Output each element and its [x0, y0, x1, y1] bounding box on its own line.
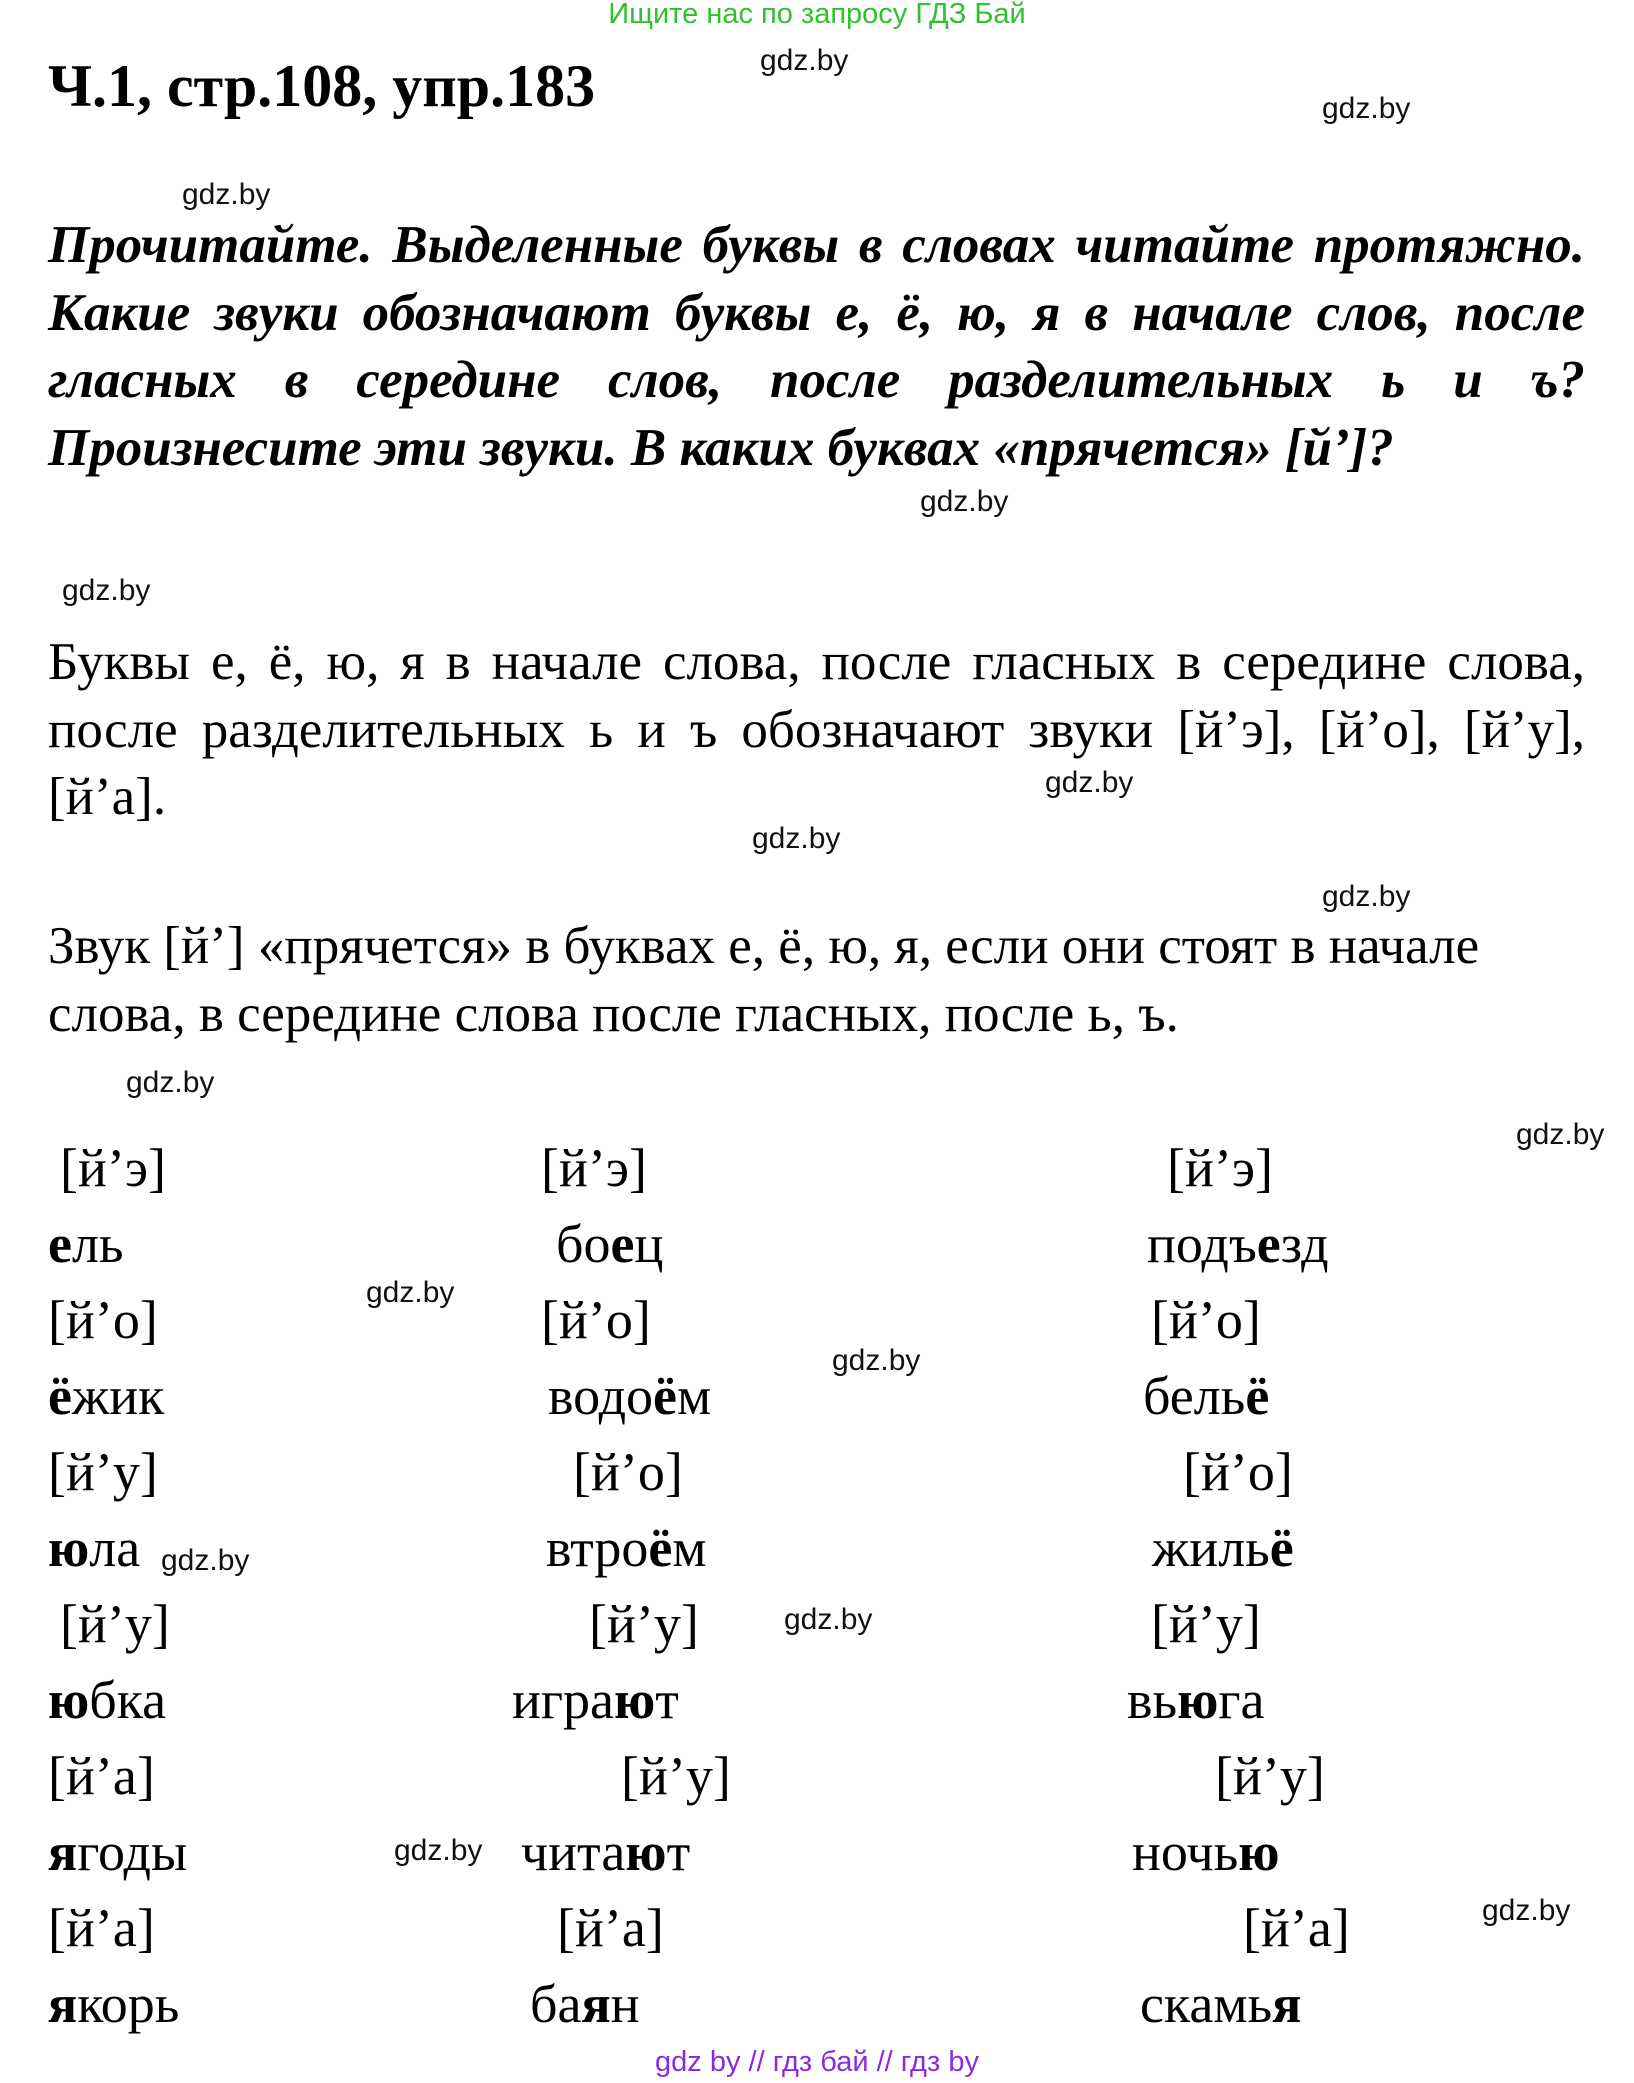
highlighted-letter: ю — [1177, 1670, 1219, 1730]
example-word: ночью — [1132, 1822, 1280, 1882]
watermark: gdz.by — [394, 1834, 483, 1867]
example-word: юла — [48, 1518, 141, 1578]
transcription: [й’а] — [48, 1898, 155, 1958]
transcription: [й’у] — [60, 1594, 170, 1654]
footer-links[interactable]: gdz by // гдз бай // гдз by — [655, 2046, 979, 2078]
watermark: gdz.by — [752, 822, 841, 855]
transcription: [й’у] — [1215, 1746, 1325, 1806]
watermark: gdz.by — [1322, 880, 1411, 913]
example-word: ёжик — [48, 1366, 165, 1426]
watermark: gdz.by — [161, 1544, 250, 1577]
highlighted-letter: ю — [48, 1518, 90, 1578]
watermark: gdz.by — [1322, 92, 1411, 125]
watermark: gdz.by — [366, 1276, 455, 1309]
highlighted-letter: ё — [1269, 1518, 1294, 1578]
answer-paragraph-2: Звук [й’] «прячется» в буквах е, ё, ю, я, если они стоят в начале слова, в середине слова после гласных, после ь, ъ. — [48, 917, 1480, 1043]
transcription: [й’у] — [621, 1746, 731, 1806]
example-word: бельё — [1143, 1366, 1270, 1426]
transcription: [й’у] — [1151, 1594, 1261, 1654]
transcription: [й’а] — [48, 1746, 155, 1806]
example-word: водоём — [548, 1366, 712, 1426]
highlighted-letter: ё — [648, 1518, 673, 1578]
highlighted-letter: ю — [614, 1670, 656, 1730]
transcription: [й’у] — [589, 1594, 699, 1654]
watermark: gdz.by — [1482, 1894, 1571, 1927]
transcription: [й’а] — [1243, 1898, 1350, 1958]
transcription: [й’о] — [1151, 1290, 1261, 1350]
answer-paragraph-1: Буквы е, ё, ю, я в начале слова, после гласных в середине слова, после разделительных ь и ъ обозначают звуки [й’э], [й’о], [й’у], [й’а]. — [48, 633, 1585, 826]
watermark: gdz.by — [760, 44, 849, 77]
watermark: gdz.by — [784, 1603, 873, 1636]
watermark: gdz.by — [832, 1344, 921, 1377]
transcription: [й’э] — [1167, 1138, 1274, 1198]
example-word: играют — [512, 1670, 679, 1730]
highlighted-letter: е — [1256, 1214, 1281, 1274]
watermark: gdz.by — [1516, 1118, 1605, 1151]
example-word: жильё — [1152, 1518, 1294, 1578]
search-hint-link[interactable]: Ищите нас по запросу ГДЗ Бай — [608, 0, 1026, 30]
watermark: gdz.by — [126, 1066, 215, 1099]
watermark: gdz.by — [1045, 766, 1134, 799]
example-word: втроём — [546, 1518, 707, 1578]
highlighted-letter: е — [610, 1214, 635, 1274]
highlighted-letter: ё — [1245, 1366, 1270, 1426]
transcription: [й’о] — [573, 1442, 683, 1502]
highlighted-letter: ю — [1238, 1822, 1280, 1882]
example-word: юбка — [48, 1670, 167, 1730]
example-word: ягоды — [48, 1822, 188, 1882]
example-word: скамья — [1140, 1974, 1302, 2034]
watermark: gdz.by — [920, 485, 1009, 518]
example-word: ель — [48, 1214, 124, 1274]
highlighted-letter: я — [48, 1974, 78, 2034]
transcription: [й’у] — [48, 1442, 158, 1502]
highlighted-letter: ё — [48, 1366, 72, 1426]
transcription: [й’о] — [48, 1290, 158, 1350]
highlighted-letter: е — [48, 1214, 72, 1274]
highlighted-letter: я — [48, 1822, 78, 1882]
task-text: Прочитайте. Выделенные буквы в словах читайте протяжно. Какие звуки обозначают буквы е, ё, ю, я в начале слов, после гласных в середине слов, после разделительных ь и ъ? Произнесите эти звуки. В каких буквах «прячется» [й’]? — [48, 216, 1585, 477]
watermark: gdz.by — [182, 178, 271, 211]
transcription: [й’э] — [60, 1138, 167, 1198]
example-word: подъезд — [1147, 1214, 1329, 1274]
highlighted-letter: ю — [48, 1670, 90, 1730]
example-word: боец — [556, 1214, 664, 1274]
example-word: баян — [530, 1974, 640, 2034]
transcription: [й’э] — [541, 1138, 648, 1198]
highlighted-letter: я — [581, 1974, 611, 2034]
highlighted-letter: ё — [653, 1366, 678, 1426]
transcription: [й’о] — [1183, 1442, 1293, 1502]
watermark: gdz.by — [62, 574, 151, 607]
example-word: вьюга — [1127, 1670, 1265, 1730]
highlighted-letter: я — [1272, 1974, 1302, 2034]
exercise-title: Ч.1, стр.108, упр.183 — [48, 53, 596, 119]
transcription: [й’а] — [557, 1898, 664, 1958]
highlighted-letter: ю — [625, 1822, 667, 1882]
example-word: якорь — [48, 1974, 180, 2034]
example-word: читают — [521, 1822, 691, 1882]
transcription: [й’о] — [541, 1290, 651, 1350]
